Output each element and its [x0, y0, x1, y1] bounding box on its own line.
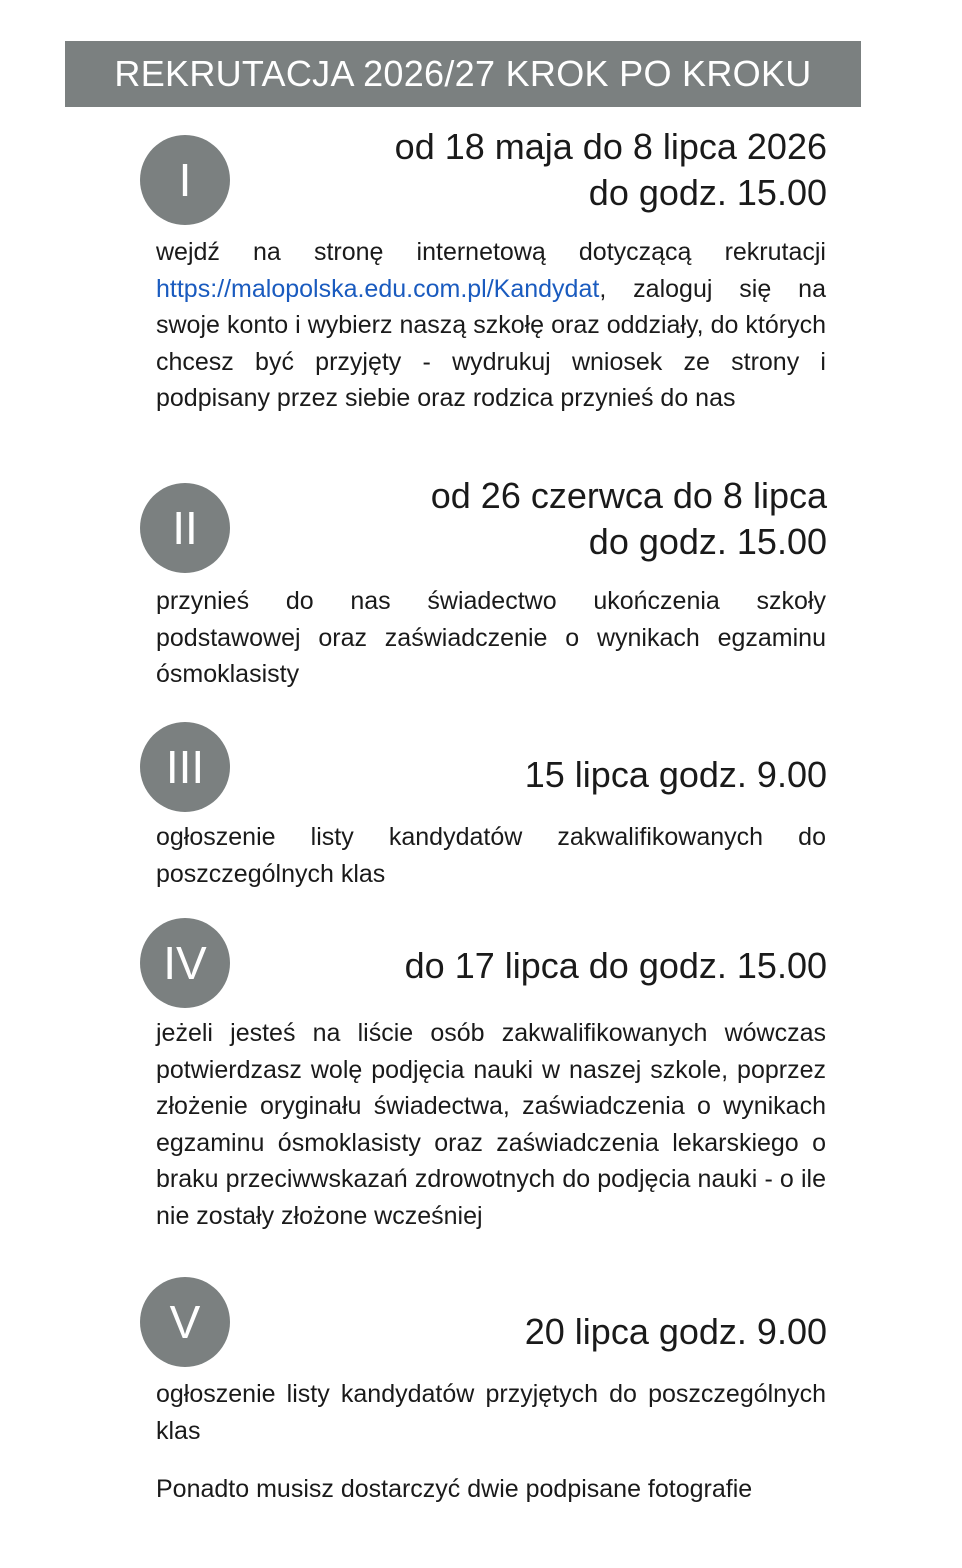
step-description-text: wejdź na stronę internetową dotyczącą rekrutacji	[156, 238, 826, 266]
step-date-line: do 17 lipca do godz. 15.00	[404, 945, 827, 986]
step-date-line: od 18 maja do 8 lipca 2026	[394, 126, 827, 167]
step-description: ogłoszenie listy kandydatów przyjętych do poszczególnych klas	[156, 1380, 826, 1445]
step-number-badge: III	[140, 722, 230, 812]
step-date	[525, 1309, 827, 1355]
step-date-line: 15 lipca godz. 9.00	[524, 754, 827, 795]
step-number-badge: V	[140, 1277, 230, 1367]
step-description: jeżeli jesteś na liście osób zakwalifikowanych wówczas potwierdzasz wolę podjęcia nauki w naszej szkole, poprzez złożenie oryginału świadectwa, zaświadczenia o wynikach egzaminu ósmoklasisty oraz zaświadczenia lekarskiego o braku przeciwwskazań zdrowotnych do podjęcia nauki - o ile nie zostały złożone wcześniej	[156, 1019, 826, 1230]
step-date-line: 20 lipca godz. 9.00	[524, 1311, 827, 1352]
step-date	[525, 752, 827, 798]
step-time-line: do godz. 15.00	[588, 172, 827, 213]
recruitment-link[interactable]: https://malopolska.edu.com.pl/Kandydat	[156, 274, 600, 303]
step-date	[395, 124, 827, 216]
step-number-badge: I	[140, 135, 230, 225]
step-number-badge: IV	[140, 918, 230, 1008]
step-number-badge: II	[140, 483, 230, 573]
step-description	[156, 234, 826, 417]
step-date	[405, 943, 827, 989]
step-date	[431, 473, 827, 565]
page-title: REKRUTACJA 2026/27 KROK PO KROKU	[65, 41, 861, 107]
step-description: ogłoszenie listy kandydatów zakwalifikowanych do poszczególnych klas	[156, 823, 826, 888]
step-date-line: od 26 czerwca do 8 lipca	[430, 475, 827, 516]
footer-note: Ponadto musisz dostarczyć dwie podpisane fotografie	[156, 1475, 753, 1503]
step-time-line: do godz. 15.00	[588, 521, 827, 562]
step-description-text: , zaloguj się na swoje konto i wybierz naszą szkołę oraz oddziały, do których chcesz być przyjęty - wydrukuj wniosek ze strony i podpisany przez siebie oraz rodzica przynieś do nas	[156, 274, 826, 412]
step-description: przynieś do nas świadectwo ukończenia szkoły podstawowej oraz zaświadczenie o wynikach egzaminu ósmoklasisty	[156, 587, 826, 688]
